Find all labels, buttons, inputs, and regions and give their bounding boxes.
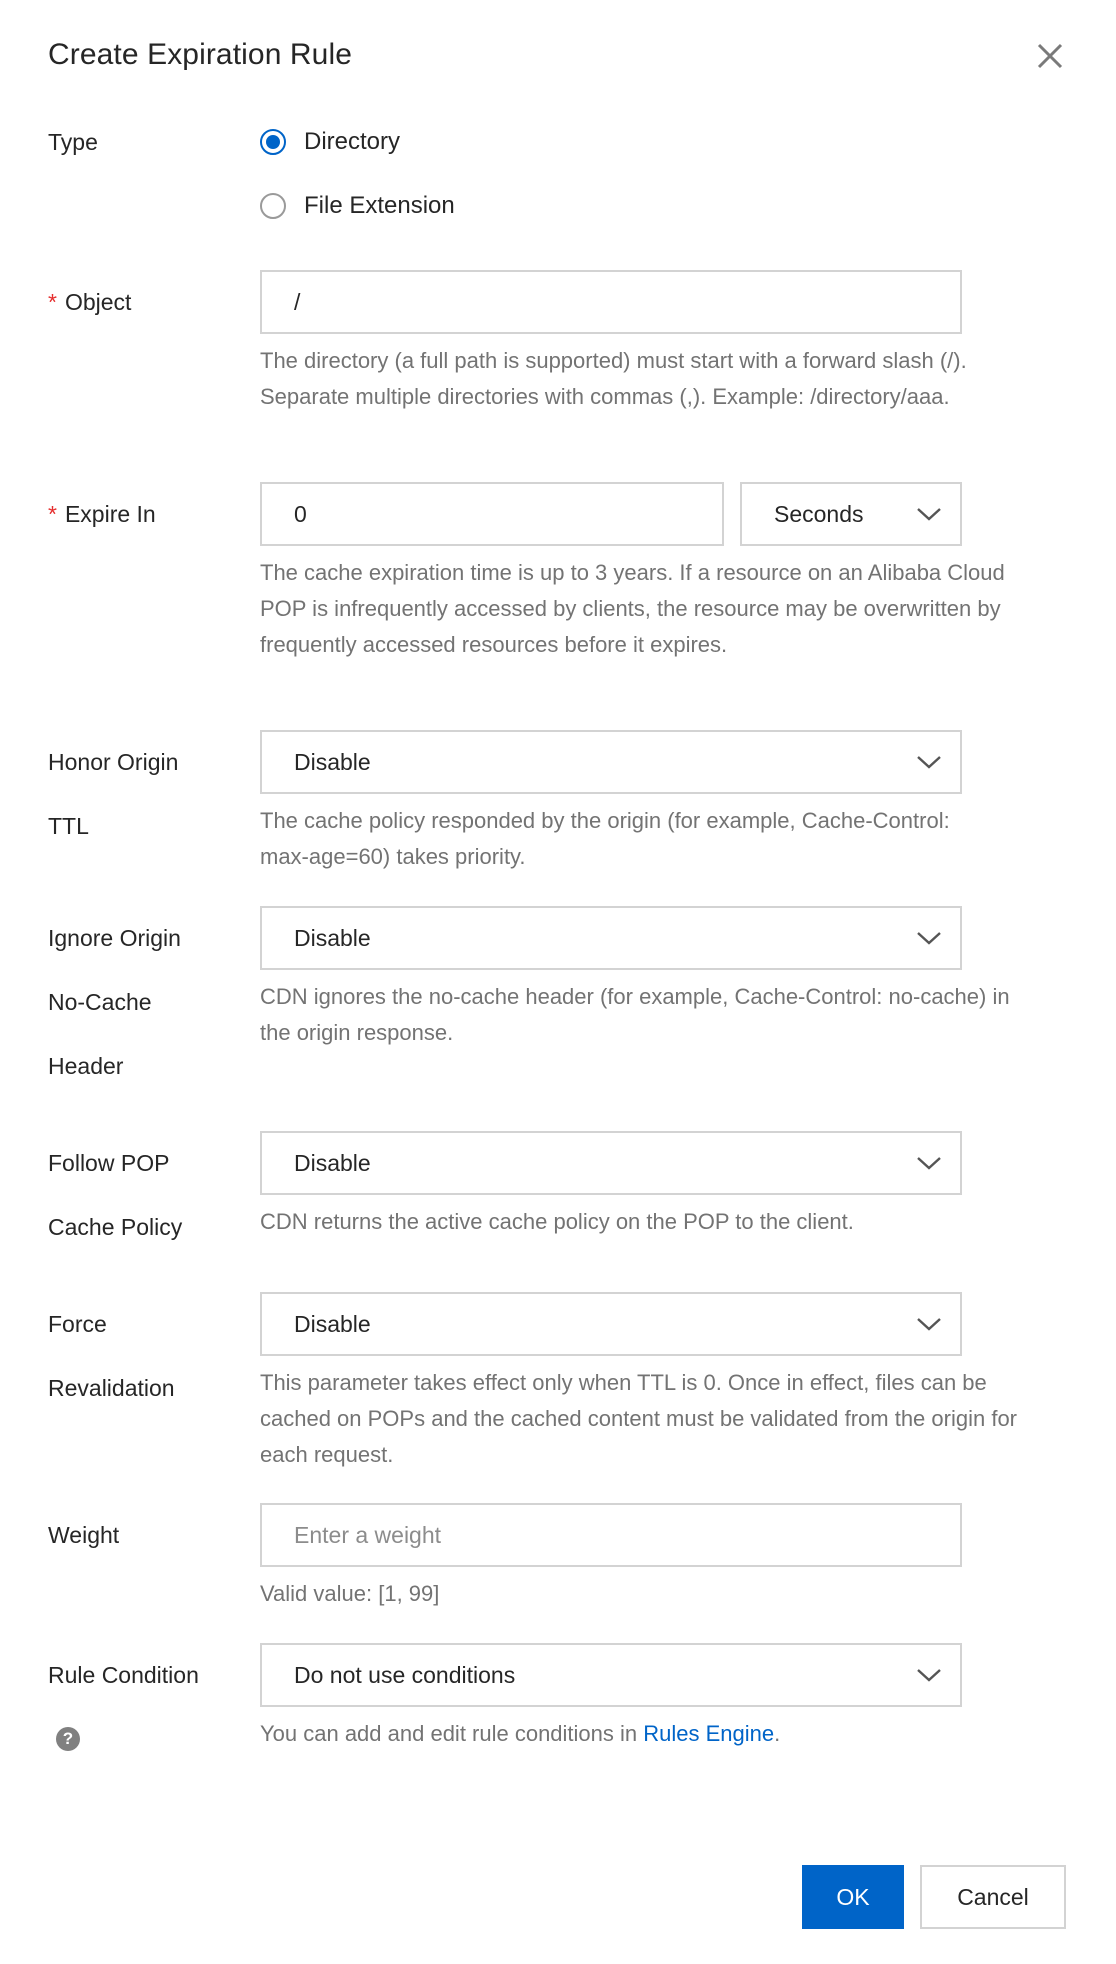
- rule-condition-label: Rule Condition: [48, 1662, 199, 1688]
- required-marker: *: [48, 501, 57, 527]
- follow-pop-select[interactable]: [260, 1131, 962, 1195]
- help-question-icon[interactable]: ?: [56, 1727, 80, 1751]
- ignore-no-cache-help: CDN ignores the no-cache header (for example, Cache-Control: no-cache) in the origin response.: [260, 984, 1010, 1045]
- radio-file-extension[interactable]: [260, 192, 455, 220]
- chevron-down-icon: [916, 1667, 942, 1683]
- close-icon: [1030, 36, 1070, 76]
- close-button[interactable]: [1030, 36, 1070, 76]
- ignore-no-cache-value: Disable: [294, 924, 371, 951]
- radio-directory[interactable]: [260, 128, 400, 156]
- object-input[interactable]: [260, 270, 962, 334]
- expire-in-field[interactable]: [294, 501, 722, 528]
- chevron-down-icon: [916, 1155, 942, 1171]
- radio-file-extension-indicator[interactable]: [260, 193, 286, 219]
- dialog-title: Create Expiration Rule: [48, 38, 353, 71]
- follow-pop-help: CDN returns the active cache policy on the POP to the client.: [260, 1209, 854, 1234]
- required-marker: *: [48, 289, 57, 315]
- force-revalidation-select[interactable]: [260, 1292, 962, 1356]
- force-revalidation-value: Disable: [294, 1310, 371, 1337]
- weight-input[interactable]: [260, 1503, 962, 1567]
- type-label: Type: [48, 129, 98, 155]
- force-revalidation-label: Force Revalidation: [48, 1311, 175, 1401]
- chevron-down-icon: [916, 930, 942, 946]
- expire-in-label: * Expire In: [48, 501, 156, 527]
- rule-condition-select[interactable]: [260, 1643, 962, 1707]
- expire-in-help: The cache expiration time is up to 3 years. If a resource on an Alibaba Cloud POP is infrequently accessed by clients, the resource may be overwritten by frequently accessed resources before it expires.: [260, 560, 1005, 657]
- object-label: * Object: [48, 289, 132, 315]
- ignore-no-cache-label: Ignore Origin No-Cache Header: [48, 925, 181, 1079]
- chevron-down-icon: [916, 754, 942, 770]
- expire-unit-select[interactable]: [740, 482, 962, 546]
- expire-in-input[interactable]: [260, 482, 724, 546]
- honor-origin-ttl-help: The cache policy responded by the origin (for example, Cache-Control: max-age=60) takes priority.: [260, 808, 950, 869]
- radio-directory-label: Directory: [304, 128, 401, 155]
- ignore-no-cache-select[interactable]: [260, 906, 962, 970]
- rules-engine-link[interactable]: Rules Engine: [643, 1721, 775, 1746]
- follow-pop-label: Follow POP Cache Policy: [48, 1150, 183, 1240]
- rule-condition-help: You can add and edit rule conditions in Rules Engine.: [260, 1721, 781, 1746]
- object-help: The directory (a full path is supported) must start with a forward slash (/). Separate multiple directories with commas (,). Example: /directory/aaa.: [260, 348, 967, 409]
- weight-help: Valid value: [1, 99]: [260, 1581, 440, 1606]
- honor-origin-ttl-value: Disable: [294, 748, 371, 775]
- weight-label: Weight: [48, 1522, 120, 1548]
- chevron-down-icon: [916, 1316, 942, 1332]
- radio-directory-indicator[interactable]: [260, 129, 286, 155]
- chevron-down-icon: [916, 506, 942, 522]
- radio-file-extension-label: File Extension: [304, 192, 455, 219]
- ok-button[interactable]: OK: [802, 1865, 904, 1929]
- object-field[interactable]: [294, 289, 960, 316]
- rule-condition-value: Do not use conditions: [294, 1661, 516, 1688]
- follow-pop-value: Disable: [294, 1149, 371, 1176]
- cancel-button[interactable]: Cancel: [920, 1865, 1066, 1929]
- honor-origin-ttl-select[interactable]: [260, 730, 962, 794]
- force-revalidation-help: This parameter takes effect only when TTL is 0. Once in effect, files can be cached on POPs and the cached content must be validated from the origin for each request.: [260, 1370, 1018, 1467]
- weight-field[interactable]: [294, 1522, 960, 1549]
- honor-origin-ttl-label: Honor Origin TTL: [48, 749, 179, 839]
- expire-unit-value: Seconds: [774, 500, 864, 527]
